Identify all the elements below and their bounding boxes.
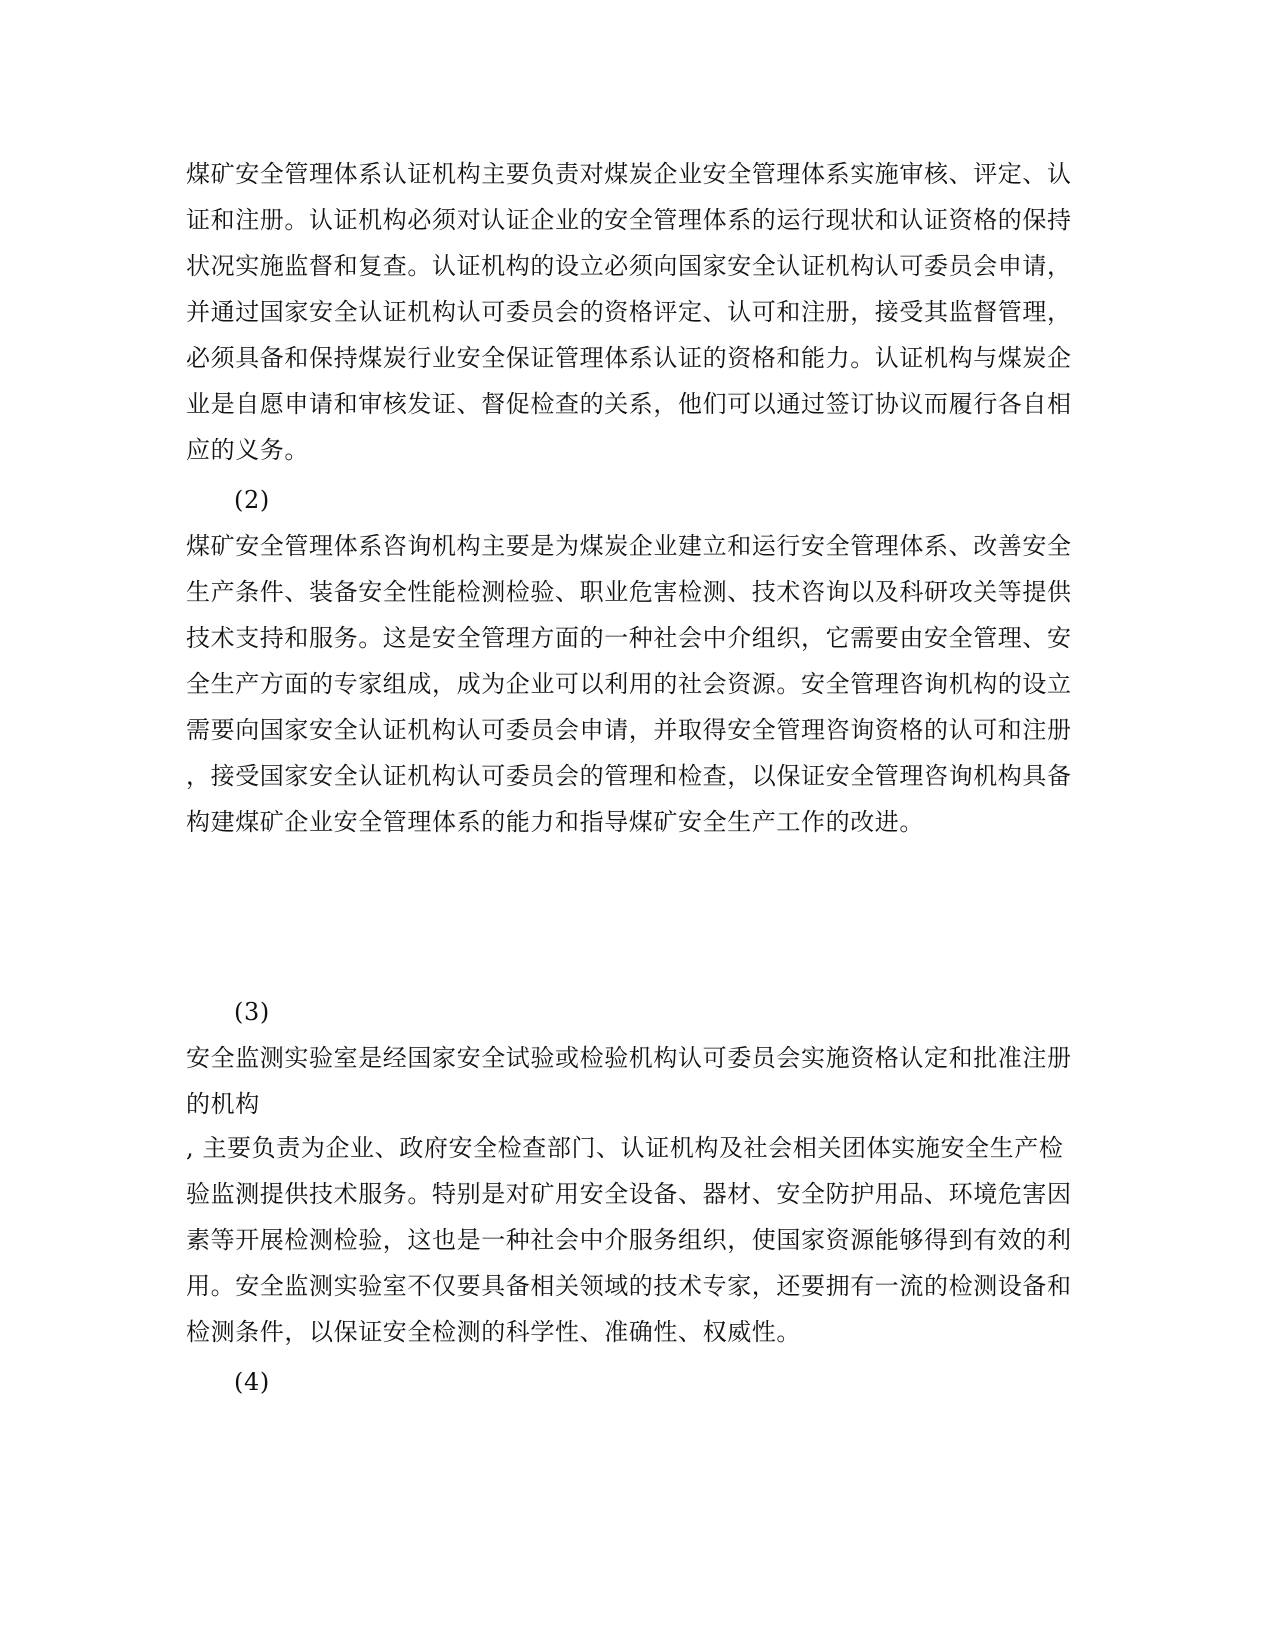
paragraph-1-line-3: 状况实施监督和复查。认证机构的设立必须向国家安全认证机构认可委员会申请， [186, 252, 1072, 280]
paragraph-1-line-1: 煤矿安全管理体系认证机构主要负责对煤炭企业安全管理体系实施审核、评定、认 [186, 160, 1072, 188]
paragraph-3-line-3: , 主要负责为企业、政府安全检查部门、认证机构及社会相关团体实施安全生产检 [186, 1134, 1064, 1162]
paragraph-2-line-3: 技术支持和服务。这是安全管理方面的一种社会中介组织，它需要由安全管理、安 [186, 624, 1072, 652]
paragraph-1-line-5: 必须具备和保持煤炭行业安全保证管理体系认证的资格和能力。认证机构与煤炭企 [186, 344, 1072, 372]
section-marker-3: (3) [234, 998, 270, 1026]
paragraph-3-line-7: 检测条件，以保证安全检测的科学性、准确性、权威性。 [186, 1318, 801, 1346]
paragraph-2-line-5: 需要向国家安全认证机构认可委员会申请，并取得安全管理咨询资格的认可和注册 [186, 716, 1072, 744]
section-marker-4: (4) [234, 1368, 270, 1396]
paragraph-2-line-7: 构建煤矿企业安全管理体系的能力和指导煤矿安全生产工作的改进。 [186, 808, 924, 836]
paragraph-2-line-4: 全生产方面的专家组成，成为企业可以利用的社会资源。安全管理咨询机构的设立 [186, 670, 1072, 698]
paragraph-2-line-2: 生产条件、装备安全性能检测检验、职业危害检测、技术咨询以及科研攻关等提供 [186, 578, 1072, 606]
paragraph-1-line-6: 业是自愿申请和审核发证、督促检查的关系，他们可以通过签订协议而履行各自相 [186, 390, 1072, 418]
paragraph-2-line-1: 煤矿安全管理体系咨询机构主要是为煤炭企业建立和运行安全管理体系、改善安全 [186, 532, 1072, 560]
paragraph-1-line-4: 并通过国家安全认证机构认可委员会的资格评定、认可和注册，接受其监督管理， [186, 298, 1072, 326]
paragraph-1-line-2: 证和注册。认证机构必须对认证企业的安全管理体系的运行现状和认证资格的保持 [186, 206, 1072, 234]
section-marker-2: (2) [234, 486, 270, 514]
paragraph-1-line-7: 应的义务。 [186, 436, 309, 464]
paragraph-3-line-5: 素等开展检测检验，这也是一种社会中介服务组织，使国家资源能够得到有效的利 [186, 1226, 1072, 1254]
paragraph-2-line-6: ，接受国家安全认证机构认可委员会的管理和检查，以保证安全管理咨询机构具备 [186, 762, 1072, 790]
paragraph-3-line-2: 的机构 [186, 1090, 260, 1118]
paragraph-3-line-4: 验监测提供技术服务。特别是对矿用安全设备、器材、安全防护用品、环境危害因 [186, 1180, 1072, 1208]
paragraph-3-line-6: 用。安全监测实验室不仅要具备相关领域的技术专家，还要拥有一流的检测设备和 [186, 1272, 1072, 1300]
paragraph-3-line-1: 安全监测实验室是经国家安全试验或检验机构认可委员会实施资格认定和批准注册 [186, 1044, 1072, 1072]
